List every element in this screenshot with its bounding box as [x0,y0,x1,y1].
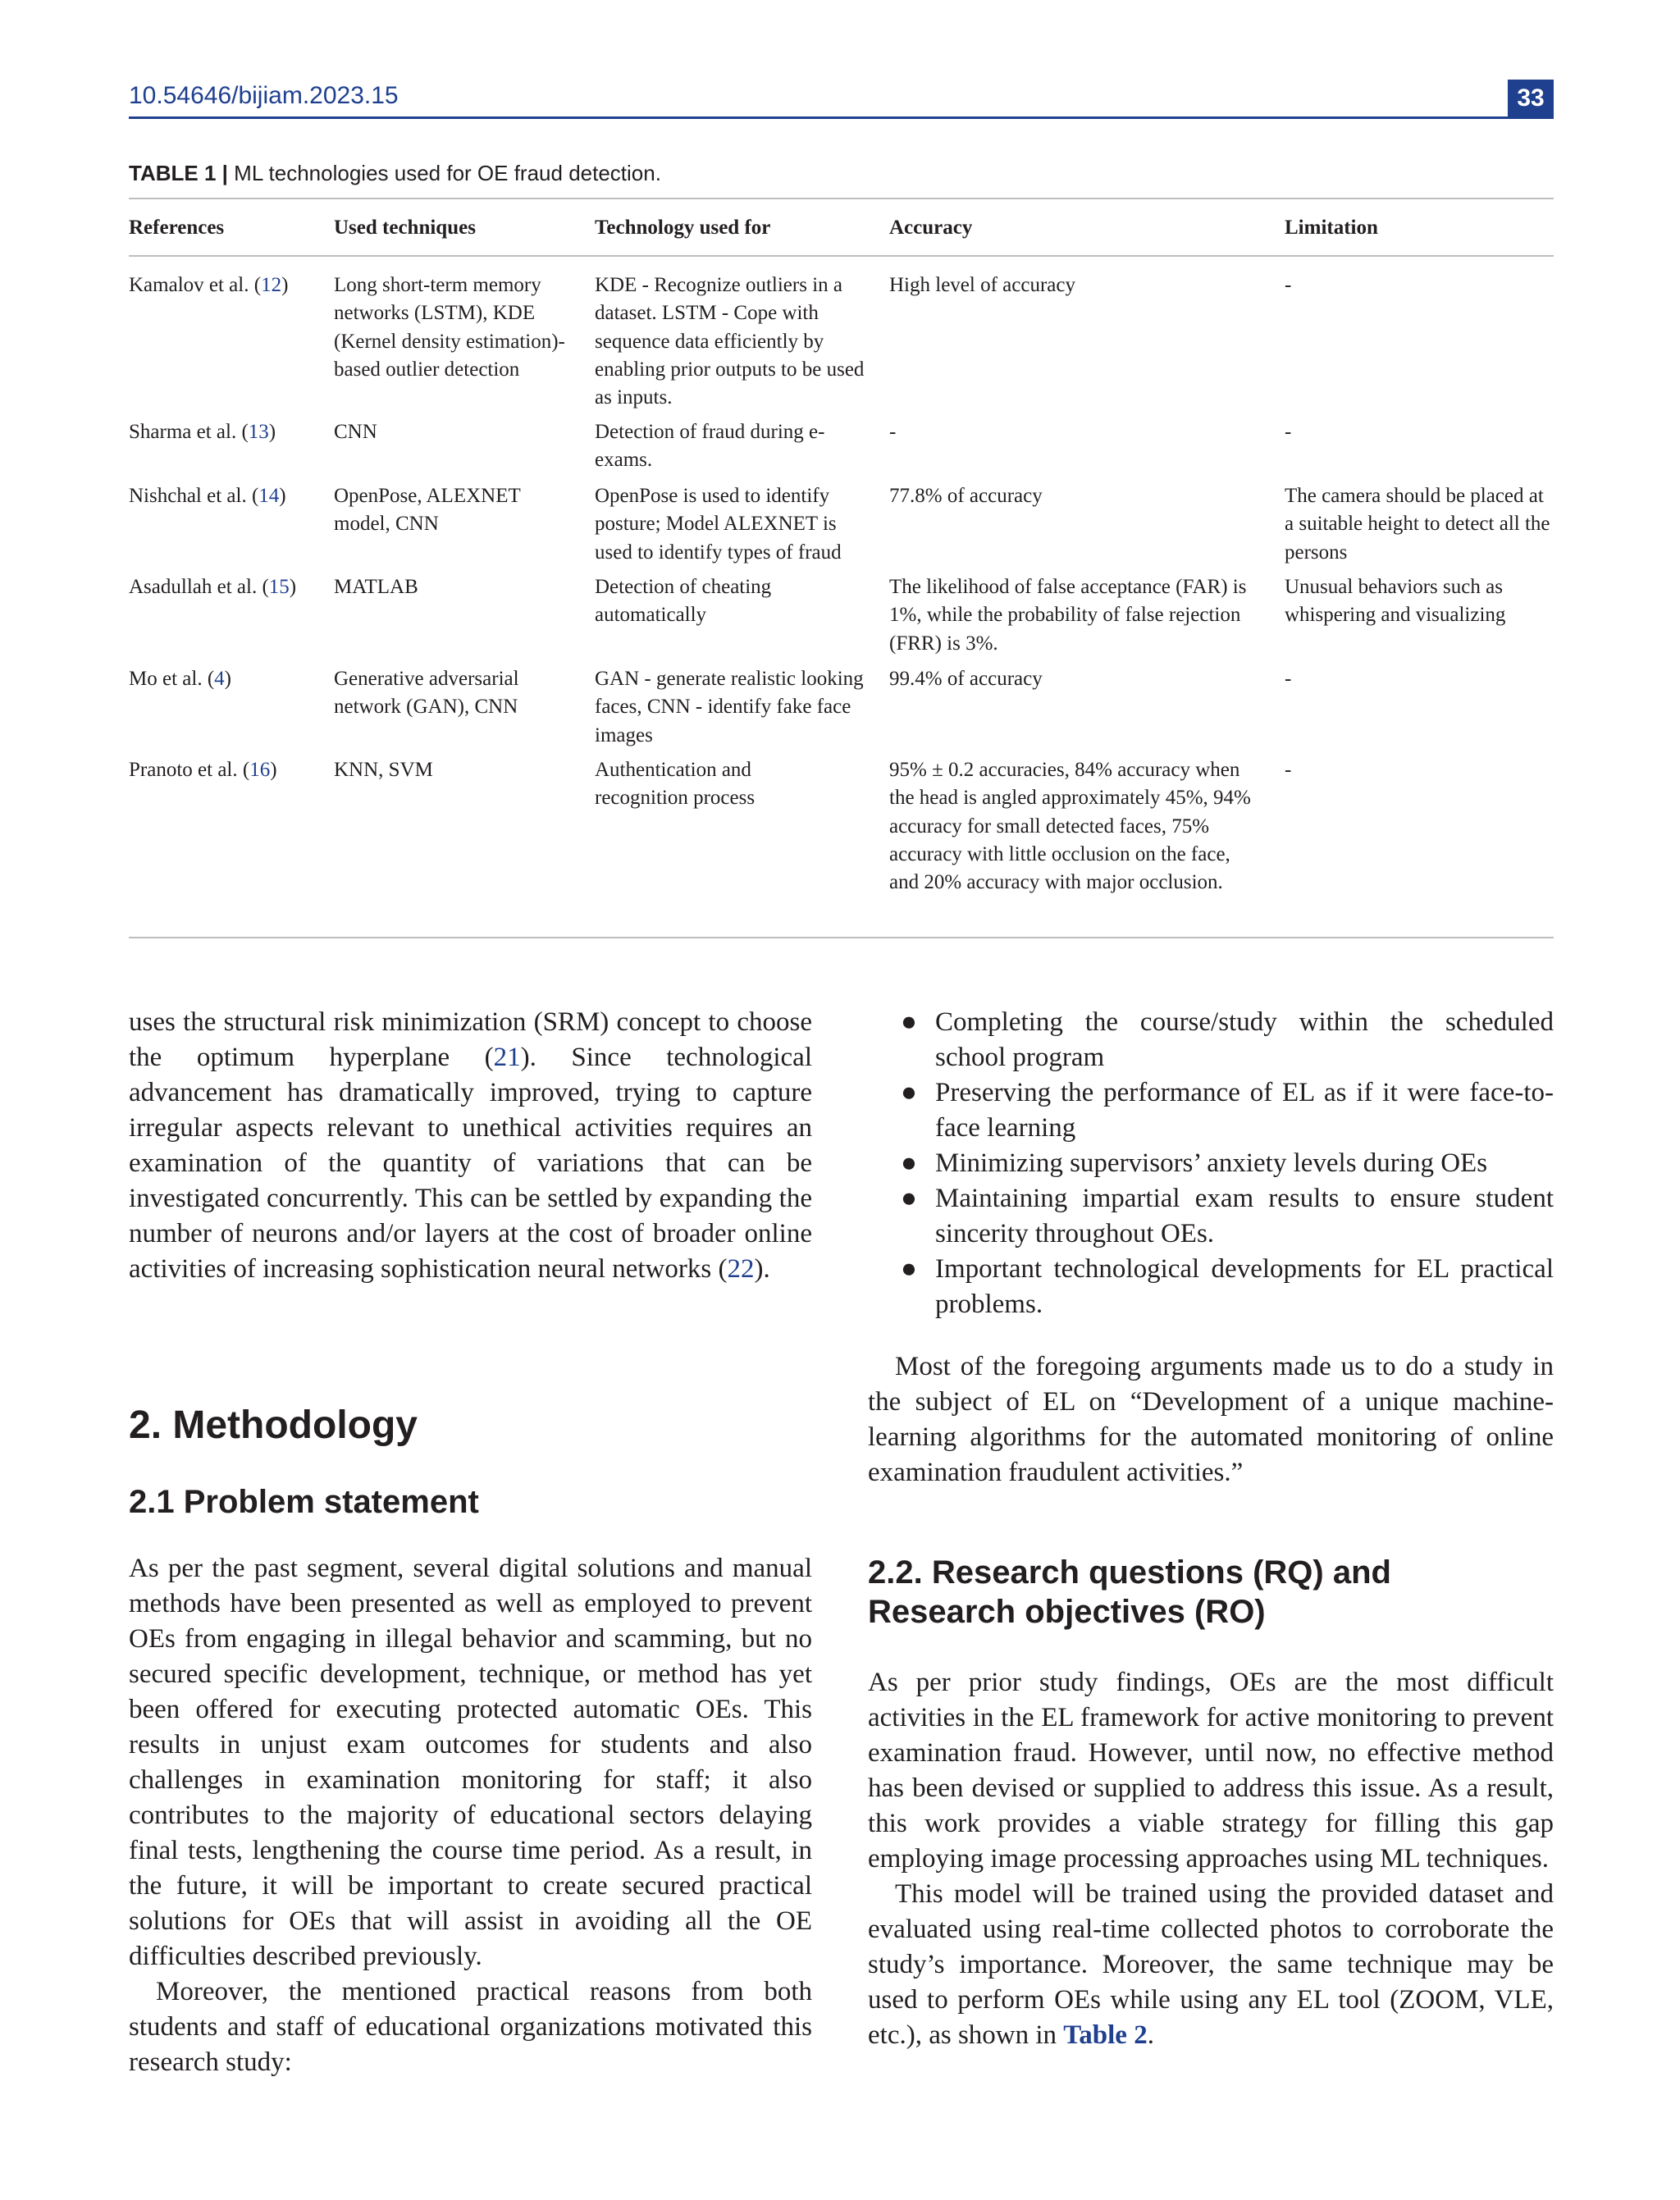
column-header-used-techniques: Used techniques [334,217,476,239]
table-row-2-reference: Sharma et al. (13) [129,421,276,443]
right-paragraph-1: Most of the foregoing arguments made us to do a study in the subject of EL on “Development of a unique machine-learning algorithms for the automated monitoring of online examination fraudulent activities.” [868,1352,1554,1487]
list-item: ● Minimizing supervisors’ anxiety levels during OEs [901,1148,1488,1178]
citation-link[interactable]: 4 [214,668,225,690]
table-row-4-accuracy: The likelihood of false acceptance (FAR) is 1%, while the probability of false rejection (FRR) is 3%. [889,576,1247,655]
table-caption-text: ML technologies used for OE fraud detection. [234,161,661,185]
table-row-1-used-for: KDE - Recognize outliers in a dataset. LSTM - Cope with sequence data efficiently by enabling prior outputs to be used as inputs. [595,274,865,409]
column-header-limitation: Limitation [1285,217,1378,239]
table-row-5-limitation: - [1285,668,1292,690]
header-rule [129,116,1554,119]
table-row-5-used-for: GAN - generate realistic looking faces, CNN - identify fake face images [595,668,864,746]
column-header-references: References [129,217,225,239]
table-row-6-limitation: - [1285,759,1292,781]
left-paragraph-2 [129,1551,812,2080]
table-row-3-reference: Nishchal et al. (14) [129,485,286,507]
table-2-link[interactable]: Table 2 [1063,2020,1148,2050]
list-item: ● Important technological developments for EL practical problems. [901,1254,1554,1319]
table-row-4-used-for: Detection of cheating automatically [595,576,772,627]
left-paragraph-1: uses the structural risk minimization (SRM) concept to choose the optimum hyperplane (21). Since technological advancement has dramatically improved, trying to capture irregular aspects relevant to unethical activities requires an examination of the quantity of variations that can be investigated concurrently. This can be settled by expanding the number of neurons and/or layers at the cost of broader online activities of increasing sophistication neural networks (22). [129,1007,812,1284]
table-row-6-reference: Pranoto et al. (16) [129,759,277,781]
citation-link[interactable]: 21 [493,1043,521,1072]
table-row-3-used-for: OpenPose is used to identify posture; Model ALEXNET is used to identify types of fraud [595,485,842,564]
table-row-1-techniques: Long short-term memory networks (LSTM), KDE (Kernel density estimation)-based outlier detection [334,274,565,381]
table-row-3-techniques: OpenPose, ALEXNET model, CNN [334,485,521,536]
column-header-technology-used-for: Technology used for [595,217,771,239]
column-header-accuracy: Accuracy [889,217,973,239]
list-item: ● Preserving the performance of EL as if it were face-to-face learning [901,1078,1554,1143]
table-row-1-limitation: - [1285,274,1292,296]
table-header-rule [129,255,1554,257]
table-row-2-used-for: Detection of fraud during e-exams. [595,421,825,472]
table-row-6-techniques: KNN, SVM [334,759,433,781]
table-row-5-reference: Mo et al. (4) [129,668,231,690]
table-caption [129,161,661,186]
table-row-6-accuracy: 95% ± 0.2 accuracies, 84% accuracy when the head is angled approximately 45%, 94% accuracy for small detected faces, 75% accuracy with little occlusion on the face, and 20% accuracy with major occlusion. [889,759,1251,894]
section-heading: 2. Methodology [129,1404,418,1447]
table-row-4-limitation: Unusual behaviors such as whispering and visualizing [1285,576,1506,627]
table-row-5-techniques: Generative adversarial network (GAN), CNN [334,668,519,719]
doi-link[interactable]: 10.54646/bijiam.2023.15 [129,82,399,109]
table-row-5-accuracy: 99.4% of accuracy [889,668,1043,690]
list-item: ● Completing the course/study within the scheduled school program [901,1007,1554,1072]
table-row-1-accuracy: High level of accuracy [889,274,1075,296]
table-row-2-techniques: CNN [334,421,377,443]
page-number: 33 [1508,80,1554,117]
motivation-paragraph: Moreover, the mentioned practical reasons from both students and staff of educational organizations motivated this research study: [129,1977,812,2077]
right-paragraph-3: This model will be trained using the provided dataset and evaluated using real-time collected photos to corroborate the study’s importance. Moreover, the same technique may be used to perform OEs while using any EL tool (ZOOM, VLE, etc.), as shown in Table 2. [868,1879,1554,2050]
table-row-3-accuracy: 77.8% of accuracy [889,485,1043,507]
citation-link[interactable]: 14 [258,485,280,507]
right-paragraph-2: As per prior study findings, OEs are the most difficult activities in the EL framework for active monitoring to prevent examination fraud. However, until now, no effective method has been devised or supplied to address this issue. As a result, this work provides a viable strategy for filling this gap employing image processing approaches using ML techniques. This model will be trained using the provided dataset and evaluated using real-time collected photos to corroborate the study’s importance. Moreover, the same technique may be used to perform OEs while using any EL tool (ZOOM, VLE, etc.), as shown in Table 2. [868,1665,1554,2053]
bullet-list-container [868,1005,1554,1322]
research-questions-heading: 2.2. Research questions (RQ) and Research objectives (RO) [868,1554,1391,1630]
table-row-6-used-for: Authentication and recognition process [595,759,756,810]
citation-link[interactable]: 22 [727,1254,755,1284]
problem-statement-paragraph: As per the past segment, several digital solutions and manual methods have been presented as well as employed to prevent OEs from engaging in illegal behavior and scamming, but no secured specific development, technique, or method has yet been offered for executing protected automatic OEs. This results in unjust exam outcomes for students and also challenges in examination monitoring for staff; it also contributes to the majority of educational sectors delaying final tests, lengthening the course time period. As a result, in the future, it will be important to create secured practical solutions for OEs that will assist in avoiding all the OE difficulties described previously. [129,1554,812,1971]
table-top-rule [129,198,1554,199]
table-row-2-accuracy: - [889,421,897,443]
subsection-heading: 2.1 Problem statement [129,1484,479,1520]
citation-link[interactable]: 15 [268,576,290,598]
table-row-4-reference: Asadullah et al. (15) [129,576,297,598]
citation-link[interactable]: 13 [248,421,269,443]
table-row-3-limitation: The camera should be placed at a suitable height to detect all the persons [1285,485,1550,564]
table-bottom-rule [129,937,1554,938]
bullet-list [868,1005,1554,1322]
table-row-2-limitation: - [1285,421,1292,443]
table-caption-label: TABLE 1 | [129,161,228,185]
table-row-1-reference: Kamalov et al. (12) [129,274,289,296]
citation-link[interactable]: 12 [261,274,282,296]
table-row-4-techniques: MATLAB [334,576,418,598]
list-item: ● Maintaining impartial exam results to ensure student sincerity throughout OEs. [901,1184,1554,1248]
citation-link[interactable]: 16 [249,759,271,781]
